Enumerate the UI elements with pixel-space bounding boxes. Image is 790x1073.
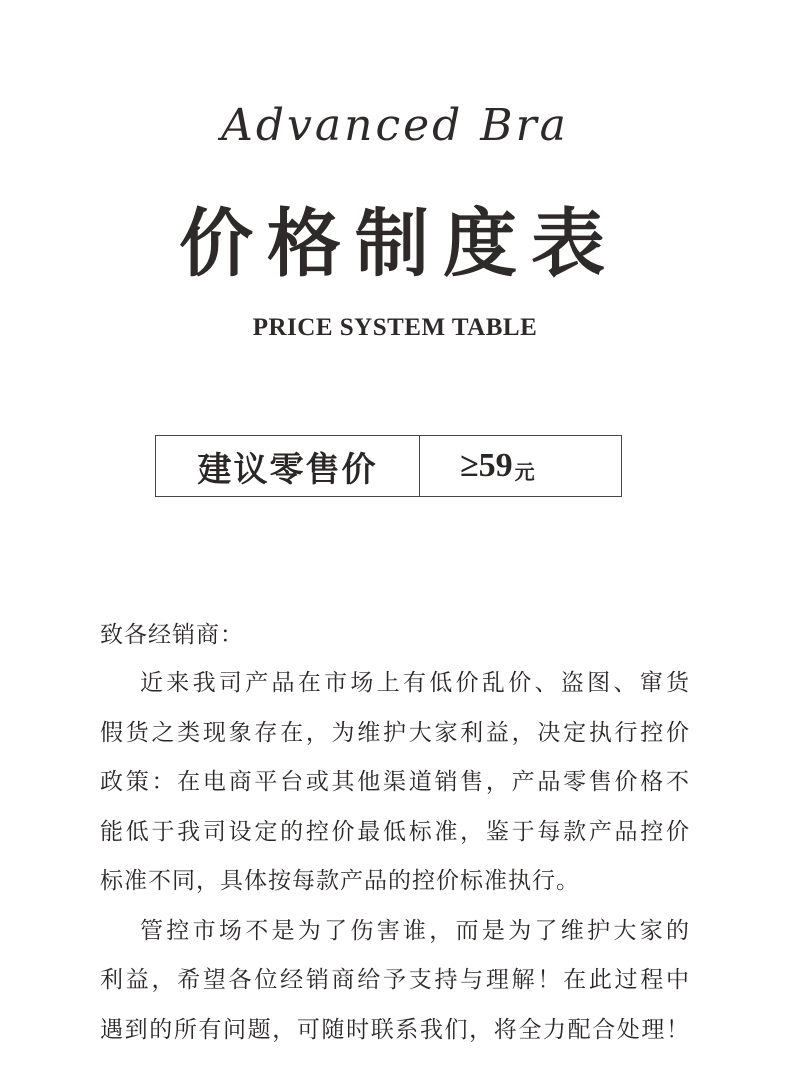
paragraph-line: 标准不同，具体按每款产品的控价标准执行。 — [100, 868, 580, 894]
price-label: 建议零售价 — [156, 436, 420, 496]
paragraph-line: 假货之类现象存在，为维护大家利益，决定执行控价 — [100, 719, 690, 746]
dealer-notice-letter — [100, 611, 690, 1055]
page-title: 价格制度表 — [179, 201, 619, 287]
paragraph-line: 管控市场不是为了伤害谁，而是为了维护大家的 — [140, 917, 690, 944]
paragraph-line: 遇到的所有问题，可随时联系我们，将全力配合处理！ — [100, 1016, 690, 1043]
brand-script-title: Advanced Bra — [221, 100, 569, 151]
price-value-cell — [420, 436, 621, 496]
paragraph-line: 近来我司产品在市场上有低价乱价、盗图、窜货 — [140, 670, 690, 696]
paragraph-line: 利益，希望各位经销商给予支持与理解！在此过程中 — [100, 967, 690, 993]
paragraph-line: 能低于我司设定的控价最低标准，鉴于每款产品控价 — [100, 818, 690, 845]
price-value: ≥59 — [460, 447, 513, 484]
letter-greeting: 致各经销商： — [100, 622, 244, 648]
price-unit: 元 — [514, 459, 535, 484]
page-subtitle: PRICE SYSTEM TABLE — [252, 314, 538, 341]
price-table — [155, 435, 622, 497]
paragraph-line: 政策：在电商平台或其他渠道销售，产品零售价格不 — [100, 769, 690, 795]
